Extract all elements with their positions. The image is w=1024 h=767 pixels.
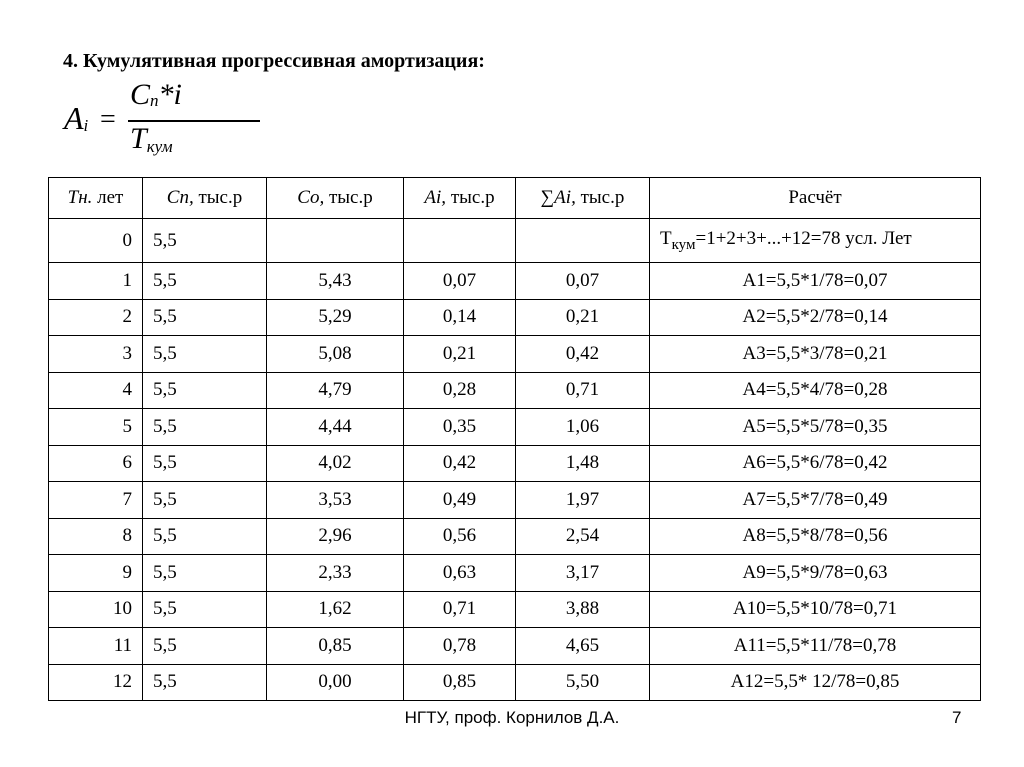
cell-calculation: А1=5,5*1/78=0,07 <box>650 263 981 300</box>
cell-residual-cost: 3,53 <box>267 482 404 519</box>
cell-residual-cost: 4,44 <box>267 409 404 446</box>
formula-num-sub: n <box>150 91 159 110</box>
formula-den-symbol: T <box>130 122 147 155</box>
cell-calculation: А4=5,5*4/78=0,28 <box>650 372 981 409</box>
formula-lhs <box>64 100 88 137</box>
cell-initial-cost: 5,5 <box>143 219 267 263</box>
table-row <box>49 664 981 701</box>
cell-initial-cost: 5,5 <box>143 409 267 446</box>
table-row <box>49 336 981 373</box>
cell-year: 11 <box>49 628 143 665</box>
cell-amortization: 0,85 <box>404 664 516 701</box>
cell-initial-cost: 5,5 <box>143 555 267 592</box>
cell-cumulative: 5,50 <box>516 664 650 701</box>
slide-heading: 4. Кумулятивная прогрессивная амортизация: <box>63 50 485 72</box>
cell-cumulative: 1,97 <box>516 482 650 519</box>
cell-amortization: 0,28 <box>404 372 516 409</box>
cell-residual-cost: 2,96 <box>267 518 404 555</box>
cell-cumulative: 0,42 <box>516 336 650 373</box>
formula-lhs-sub: i <box>83 116 89 135</box>
cell-residual-cost: 5,08 <box>267 336 404 373</box>
header-years-rest: лет <box>92 187 124 208</box>
header-amortization-rest: тыс.р <box>446 187 495 208</box>
cell-year: 0 <box>49 219 143 263</box>
formula-den-sub: кум <box>146 137 173 156</box>
cell-cumulative: 2,54 <box>516 518 650 555</box>
cell-cumulative: 0,07 <box>516 263 650 300</box>
cell-initial-cost: 5,5 <box>143 336 267 373</box>
header-years <box>49 178 143 219</box>
cell-initial-cost: 5,5 <box>143 445 267 482</box>
cell-calculation: А8=5,5*8/78=0,56 <box>650 518 981 555</box>
cell-cumulative: 3,17 <box>516 555 650 592</box>
cell-amortization: 0,07 <box>404 263 516 300</box>
cell-cumulative: 4,65 <box>516 628 650 665</box>
cell-calculation <box>650 219 981 263</box>
table-row <box>49 372 981 409</box>
cell-calculation: А5=5,5*5/78=0,35 <box>650 409 981 446</box>
cell-residual-cost: 1,62 <box>267 591 404 628</box>
header-initial-cost <box>143 178 267 219</box>
formula-num-symbol: C <box>130 78 151 111</box>
header-residual-cost-rest: тыс.р <box>324 187 373 208</box>
cell-amortization: 0,42 <box>404 445 516 482</box>
header-amortization-italic: Ai, <box>424 187 447 208</box>
cell-calculation: А2=5,5*2/78=0,14 <box>650 299 981 336</box>
amortization-table <box>48 177 981 701</box>
cell-amortization: 0,49 <box>404 482 516 519</box>
cell-calculation: А12=5,5* 12/78=0,85 <box>650 664 981 701</box>
cell-initial-cost: 5,5 <box>143 628 267 665</box>
header-cumulative <box>516 178 650 219</box>
calc-t-symbol: Т <box>660 227 672 249</box>
cell-amortization: 0,78 <box>404 628 516 665</box>
header-calculation <box>650 178 981 219</box>
cell-calculation: А6=5,5*6/78=0,42 <box>650 445 981 482</box>
cell-residual-cost: 2,33 <box>267 555 404 592</box>
cell-cumulative: 0,21 <box>516 299 650 336</box>
cell-initial-cost: 5,5 <box>143 664 267 701</box>
cell-year: 6 <box>49 445 143 482</box>
cell-calculation: А11=5,5*11/78=0,78 <box>650 628 981 665</box>
header-years-italic: Tн. <box>67 187 93 208</box>
cell-year: 4 <box>49 372 143 409</box>
cell-residual-cost: 4,02 <box>267 445 404 482</box>
formula-lhs-symbol: A <box>64 100 84 136</box>
cell-calculation: А10=5,5*10/78=0,71 <box>650 591 981 628</box>
cell-initial-cost: 5,5 <box>143 518 267 555</box>
table-row <box>49 299 981 336</box>
formula-num-tail: *i <box>158 78 182 111</box>
table-row <box>49 591 981 628</box>
table-row <box>49 555 981 592</box>
cell-initial-cost: 5,5 <box>143 591 267 628</box>
header-residual-cost <box>267 178 404 219</box>
cell-amortization: 0,63 <box>404 555 516 592</box>
header-cumulative-italic: ∑Ai, <box>540 187 576 208</box>
header-initial-cost-italic: Cп, <box>166 187 194 208</box>
page-number: 7 <box>952 708 962 727</box>
table-row <box>49 445 981 482</box>
table-row <box>49 409 981 446</box>
calc-t-rest: =1+2+3+...+12=78 усл. Лет <box>695 227 912 249</box>
cell-initial-cost: 5,5 <box>143 263 267 300</box>
cell-amortization: 0,14 <box>404 299 516 336</box>
cell-year: 10 <box>49 591 143 628</box>
cell-year: 3 <box>49 336 143 373</box>
header-residual-cost-italic: Co, <box>297 187 325 208</box>
cell-amortization: 0,21 <box>404 336 516 373</box>
table-row <box>49 482 981 519</box>
formula-denominator <box>130 122 173 157</box>
cell-year: 2 <box>49 299 143 336</box>
table-header-row <box>49 178 981 219</box>
cell-initial-cost: 5,5 <box>143 482 267 519</box>
cell-initial-cost: 5,5 <box>143 372 267 409</box>
formula-numerator <box>130 78 182 112</box>
cell-year: 7 <box>49 482 143 519</box>
cell-amortization <box>404 219 516 263</box>
cell-year: 8 <box>49 518 143 555</box>
cell-year: 9 <box>49 555 143 592</box>
footer-author: НГТУ, проф. Корнилов Д.А. <box>404 708 620 727</box>
formula-equals: = <box>100 104 116 135</box>
cell-residual-cost: 4,79 <box>267 372 404 409</box>
cell-year: 1 <box>49 263 143 300</box>
header-amortization <box>404 178 516 219</box>
header-initial-cost-rest: тыс.р <box>193 187 243 208</box>
header-cumulative-rest: тыс.р <box>575 187 625 208</box>
cell-residual-cost: 5,29 <box>267 299 404 336</box>
cell-cumulative: 3,88 <box>516 591 650 628</box>
cell-calculation: А9=5,5*9/78=0,63 <box>650 555 981 592</box>
cell-initial-cost: 5,5 <box>143 299 267 336</box>
table-row <box>49 518 981 555</box>
cell-residual-cost <box>267 219 404 263</box>
amortization-formula <box>64 78 224 162</box>
cell-amortization: 0,35 <box>404 409 516 446</box>
cell-calculation: А3=5,5*3/78=0,21 <box>650 336 981 373</box>
cell-residual-cost: 5,43 <box>267 263 404 300</box>
cell-year: 12 <box>49 664 143 701</box>
cell-residual-cost: 0,85 <box>267 628 404 665</box>
table-row <box>49 219 981 263</box>
cell-cumulative: 0,71 <box>516 372 650 409</box>
cell-cumulative: 1,48 <box>516 445 650 482</box>
cell-year: 5 <box>49 409 143 446</box>
cell-amortization: 0,71 <box>404 591 516 628</box>
cell-cumulative <box>516 219 650 263</box>
table-row <box>49 263 981 300</box>
cell-calculation: А7=5,5*7/78=0,49 <box>650 482 981 519</box>
header-calculation-label: Расчёт <box>788 187 842 208</box>
cell-cumulative: 1,06 <box>516 409 650 446</box>
cell-residual-cost: 0,00 <box>267 664 404 701</box>
table-row <box>49 628 981 665</box>
calc-t-sub: кум <box>671 236 696 253</box>
cell-amortization: 0,56 <box>404 518 516 555</box>
